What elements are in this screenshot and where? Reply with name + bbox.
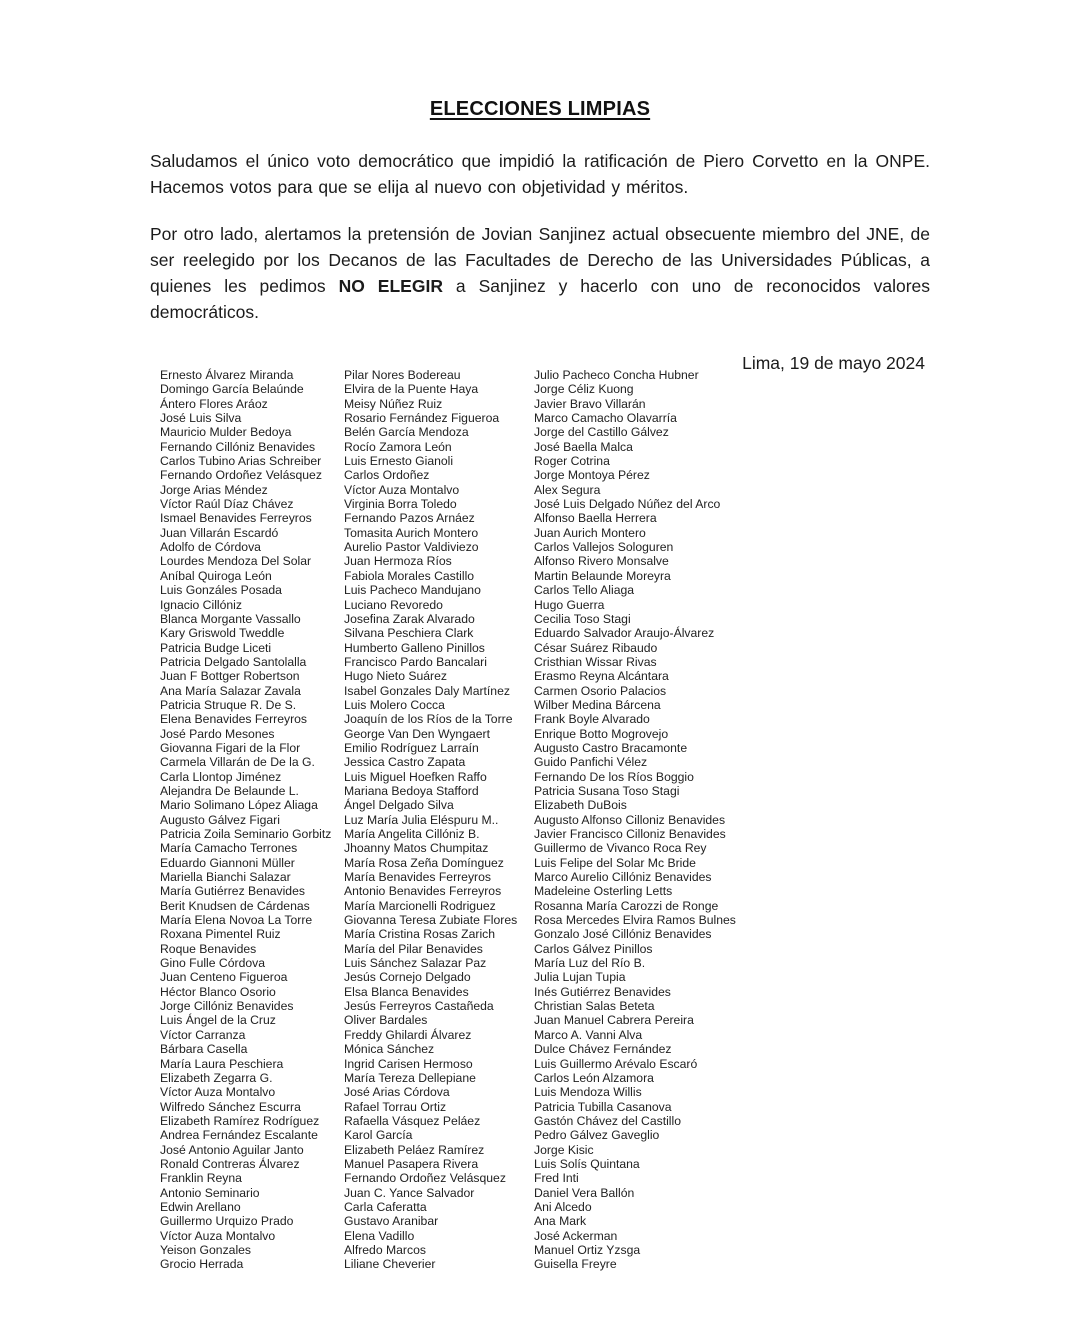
signatory-name: Augusto Castro Bracamonte [534,740,688,755]
signatories-column-3 [534,368,766,1272]
signatory-name: Grocio Herrada [160,1257,244,1272]
signatory-name: Víctor Auza Montalvo [160,1085,276,1100]
signatory-name: Gastón Chávez del Castillo [534,1113,681,1128]
signatory-name: Ignacio Cillóniz [160,597,242,612]
signatory-name: Luis Sánchez Salazar Paz [344,956,487,971]
signatory-name: María Gutiérrez Benavides [160,884,305,899]
signatory-name: Ángel Delgado Silva [344,798,454,813]
signatory-name: Carla Llontop Jiménez [160,769,282,784]
signatory-name: Domingo García Belaúnde [160,382,304,397]
signatory-name: Carla Caferatta [344,1199,427,1214]
signatory-name: Luciano Revoredo [344,597,443,612]
signatory-name: Luis Felipe del Solar Mc Bride [534,855,696,870]
signatory-name: Luis Miguel Hoefken Raffo [344,769,487,784]
signatory-name: Tomasita Aurich Montero [344,525,479,540]
signatory-name: Elizabeth Peláez Ramírez [344,1142,485,1157]
signatory-name: María Angelita Cillóniz B. [344,827,480,841]
signatory-name: Guisella Freyre [534,1257,617,1272]
signatory-name: Víctor Raúl Díaz Chávez [160,497,294,512]
signatory-name: María Marcionelli Rodriguez [344,898,496,913]
signatory-name: Alfredo Marcos [344,1242,426,1257]
signatory-name: Frank Boyle Alvarado [534,712,650,727]
signatory-name: Julio Pacheco Concha Hubner [534,368,699,382]
signatory-name: Elizabeth DuBois [534,798,627,813]
paragraph-greeting-text: Saludamos el único voto democrático que impidió la ratificación de Piero Corvetto en la ONPE. Hacemos votos para que se elija al nuevo con objetividad y méritos. [150,151,930,197]
signatory-name: Patricia Struque R. De S. [160,697,297,712]
signatory-name: María Benavides Ferreyros [344,870,491,885]
signatory-name: Ana María Salazar Zavala [160,683,301,698]
signatory-name: Ani Alcedo [534,1199,592,1214]
signatory-name: Guido Panfichi Vélez [534,755,648,770]
signatory-name: Elena Benavides Ferreyros [160,712,307,727]
signatory-name: Cristhian Wissar Rivas [534,654,657,669]
signatory-name: Dulce Chávez Fernández [534,1042,672,1057]
signatory-name: Manuel Pasapera Rivera [344,1156,479,1171]
signatory-name: Carlos León Alzamora [534,1070,654,1085]
signatory-name: Gonzalo José Cillóniz Benavides [534,927,712,942]
signatory-name: Fernando De los Ríos Boggio [534,769,694,784]
signatory-name: César Suárez Ribaudo [534,640,658,655]
signatory-name: Belén García Mendoza [344,425,469,440]
paragraph-alert-after: a Sanjinez y hacerlo con uno de reconocidos valores democráticos. [150,276,931,322]
signatory-name: Antonio Benavides Ferreyros [344,884,502,899]
signatory-name: Augusto Alfonso Cilloniz Benavides [534,812,726,827]
signatory-name: Juan F Bottger Robertson [160,669,300,684]
signatory-name: Kary Griswold Tweddle [160,626,285,641]
paragraph-greeting [150,148,930,200]
signatory-name: Berit Knudsen de Cárdenas [160,898,310,913]
signatory-name: Jorge Kisic [534,1142,594,1157]
signatory-name: Eduardo Giannoni Müller [160,855,295,870]
signatory-name: Ismael Benavides Ferreyros [160,511,312,526]
signatory-name: Jorge Montoya Pérez [534,468,650,483]
signatory-name: Wilfredo Sánchez Escurra [160,1099,301,1114]
date-line: Lima, 19 de mayo 2024 [742,353,925,373]
signatory-name: José Antonio Aguilar Janto [160,1142,304,1157]
signatory-name: Giovanna Figari de la Flor [160,740,301,755]
signatory-name: Julia Lujan Tupia [534,970,626,985]
signatory-name: Fernando Cillóniz Benavides [160,439,316,454]
signatory-name: María Luz del Río B. [534,956,646,971]
signatory-name: Juan Manuel Cabrera Pereira [534,1013,694,1028]
signatory-name: Hugo Guerra [534,597,605,612]
signatory-name: Manuel Ortiz Yzsga [534,1242,641,1257]
signatory-name: Roger Cotrina [534,454,610,469]
signatory-name: Emilio Rodríguez Larraín [344,740,479,755]
signatory-name: Jorge del Castillo Gálvez [534,425,669,440]
signatory-name: Luz María Julia Eléspuru M.. [344,812,499,827]
signatory-name: Guillermo Urquizo Prado [160,1214,294,1229]
signatory-name: Pedro Gálvez Gaveglio [534,1128,660,1143]
signatory-name: Enrique Botto Mogrovejo [534,726,669,741]
signatory-name: José Luis Silva [160,411,242,426]
signatory-name: Giovanna Teresa Zubiate Flores [344,913,518,928]
signatory-name: Yeison Gonzales [160,1242,252,1257]
signatory-name: María Cristina Rosas Zarich [344,927,496,942]
signatories-column-1 [160,368,342,1272]
signatory-name: Juan C. Yance Salvador [344,1185,475,1200]
signatory-name: Cecilia Toso Stagi [534,611,631,626]
signatory-name: Isabel Gonzales Daly Martínez [344,683,510,698]
paragraph-alert-before: Por otro lado, alertamos la pretensión de Jovian Sanjinez actual obsecuente miembro del JNE, de ser reelegido por los Decanos de las Facultades de Derecho de las Universidades Públicas, a quienes les pedimos [150,224,930,296]
signatory-name: Martin Belaunde Moreyra [534,568,671,583]
signatory-name: Luis Guillermo Arévalo Escaró [534,1056,698,1071]
signatory-name: Carmela Villarán de De la G. [160,755,315,770]
signatory-name: María Elena Novoa La Torre [160,913,313,928]
signatory-name: María Tereza Dellepiane [344,1070,476,1085]
signatory-name: Elizabeth Ramírez Rodríguez [160,1113,320,1128]
signatory-name: Ernesto Álvarez Miranda [160,368,294,382]
signatory-name: Luis Solís Quintana [534,1156,640,1171]
signatory-name: Luis Ernesto Gianoli [344,454,454,469]
signatory-name: Edwin Arellano [160,1199,241,1214]
signatory-name: Augusto Gálvez Figari [160,812,280,827]
signatory-name: Mario Solimano López Aliaga [160,798,318,813]
signatory-name: Patricia Tubilla Casanova [534,1099,672,1114]
signatory-name: Elena Vadillo [344,1228,415,1243]
signatory-name: Carlos Ordoñez [344,468,430,483]
signatory-name: Javier Bravo Villarán [534,396,646,411]
signatory-name: Josefina Zarak Alvarado [344,611,475,626]
signatory-name: José Luis Delgado Núñez del Arco [534,497,721,512]
signatory-name: Héctor Blanco Osorio [160,984,276,999]
signatory-name: Karol García [344,1128,413,1143]
signatory-name: Ántero Flores Aráoz [160,396,268,411]
signatory-name: Luis Mendoza Willis [534,1085,642,1100]
signatory-name: Alfonso Rivero Monsalve [534,554,669,569]
signatory-name: Jessica Castro Zapata [344,755,466,770]
signatory-name: Guillermo de Vivanco Roca Rey [534,841,707,856]
signatory-name: Rafaella Vásquez Peláez [344,1113,481,1128]
signatory-name: Antonio Seminario [160,1185,260,1200]
signatory-name: Marco A. Vanni Alva [534,1027,643,1042]
signatory-name: Carmen Osorio Palacios [534,683,667,698]
signatory-name: Aurelio Pastor Valdiviezo [344,540,479,555]
signatory-name: Hugo Nieto Suárez [344,669,447,684]
signatory-name: Inés Gutiérrez Benavides [534,984,671,999]
signatory-name: Jorge Cillóniz Benavides [160,999,294,1014]
signatory-name: Meisy Núñez Ruiz [344,396,443,411]
signatory-name: José Baella Malca [534,439,633,454]
signatory-name: Rosario Fernández Figueroa [344,411,500,426]
signatory-name: Juan Centeno Figueroa [160,970,288,985]
signatory-name: María Camacho Terrones [160,841,298,856]
signatory-name: María Rosa Zeña Domínguez [344,855,504,870]
signatory-name: Rafael Torrau Ortiz [344,1099,447,1114]
signatory-name: Elizabeth Zegarra G. [160,1070,273,1085]
signatory-name: María Laura Peschiera [160,1056,284,1071]
signatory-name: Alejandra De Belaunde L. [160,783,299,798]
signatory-name: Andrea Fernández Escalante [160,1128,318,1143]
signatory-name: Elvira de la Puente Haya [344,382,479,397]
signatory-name: Joaquín de los Ríos de la Torre [344,712,513,727]
signatory-name: Víctor Auza Montalvo [160,1228,276,1243]
signatory-name: Jorge Céliz Kuong [534,382,634,397]
signatory-name: Carlos Tello Aliaga [534,583,635,598]
signatory-name: Roxana Pimentel Ruiz [160,927,281,942]
signatory-name: Roque Benavides [160,941,257,956]
signatory-name: Mariella Bianchi Salazar [160,870,291,885]
signatory-name: Silvana Peschiera Clark [344,626,474,641]
signatory-name: Patricia Zoila Seminario Gorbitz [160,827,332,841]
signatory-name: Luis Ángel de la Cruz [160,1013,276,1028]
signatory-name: Luis Molero Cocca [344,697,445,712]
signatory-name: Rosa Mercedes Elvira Ramos Bulnes [534,913,736,928]
signatory-name: George Van Den Wyngaert [344,726,490,741]
signatory-name: Liliane Cheverier [344,1257,436,1272]
signatory-name: Ronald Contreras Álvarez [160,1156,300,1171]
signatory-name: Pilar Nores Bodereau [344,368,461,382]
signatory-name: Alfonso Baella Herrera [534,511,657,526]
signatory-name: Luis Gonzáles Posada [160,583,282,598]
signatory-name: Juan Aurich Montero [534,525,646,540]
signatory-name: José Arias Córdova [344,1085,450,1100]
signatory-name: Fred Inti [534,1171,579,1186]
signatory-name: Mónica Sánchez [344,1042,435,1057]
signatory-name: Erasmo Reyna Alcántara [534,669,669,684]
signatory-name: Blanca Morgante Vassallo [160,611,301,626]
signatory-name: Lourdes Mendoza Del Solar [160,554,312,569]
signatory-name: Madeleine Osterling Letts [534,884,673,899]
signatory-name: Víctor Carranza [160,1027,246,1042]
signatory-name: Ingrid Carisen Hermoso [344,1056,473,1071]
signatory-name: Rocío Zamora León [344,439,452,454]
signatory-name: Daniel Vera Ballón [534,1185,635,1200]
signatory-name: Gustavo Aranibar [344,1214,439,1229]
signatory-name: Patricia Susana Toso Stagi [534,783,680,798]
signatory-name: Ana Mark [534,1214,587,1229]
signatory-name: Eduardo Salvador Araujo-Álvarez [534,626,715,641]
signatory-name: Marco Aurelio Cillóniz Benavides [534,870,712,885]
signatory-name: Humberto Galleno Pinillos [344,640,485,655]
document-title: ELECCIONES LIMPIAS [429,98,651,120]
signatory-name: Marco Camacho Olavarría [534,411,677,426]
signatory-name: Aníbal Quiroga León [160,568,272,583]
signatory-name: Franklin Reyna [160,1171,242,1186]
signatory-name: Oliver Bardales [344,1013,428,1028]
signatory-name: Luis Pacheco Mandujano [344,583,481,598]
signatory-name: José Ackerman [534,1228,618,1243]
signatory-name: Rosanna María Carozzi de Ronge [534,898,719,913]
signatory-name: Adolfo de Córdova [160,540,261,555]
signatory-name: Patricia Delgado Santolalla [160,654,307,669]
signatories-column-2 [344,368,532,1272]
signatory-name: Fernando Pazos Arnáez [344,511,475,526]
signatory-name: Carlos Tubino Arias Schreiber [160,454,322,469]
signatory-name: Patricia Budge Liceti [160,640,272,655]
signatory-name: Francisco Pardo Bancalari [344,654,487,669]
signatory-name: José Pardo Mesones [160,726,275,741]
signatory-name: Elsa Blanca Benavides [344,984,469,999]
signatory-name: Virginia Borra Toledo [344,497,457,512]
signatory-name: Wilber Medina Bárcena [534,697,661,712]
signatory-name: Gino Fulle Córdova [160,956,265,971]
signatory-name: Carlos Vallejos Sologuren [534,540,674,555]
signatory-name: Christian Salas Beteta [534,999,655,1014]
no-elegir-emphasis: NO ELEGIR [338,276,443,296]
signatory-name: Freddy Ghilardi Álvarez [344,1027,472,1042]
signatory-name: Javier Francisco Cilloniz Benavides [534,827,726,841]
signatory-name: Fernando Ordoñez Velásquez [344,1171,506,1186]
signatory-name: María del Pilar Benavides [344,941,483,956]
signatory-name: Jorge Arias Méndez [160,482,268,497]
signatory-name: Víctor Auza Montalvo [344,482,460,497]
signatory-name: Juan Villarán Escardó [160,525,279,540]
signatory-name: Juan Hermoza Ríos [344,554,452,569]
signatory-name: Bárbara Casella [160,1042,248,1057]
signatory-name: Mariana Bedoya Stafford [344,783,479,798]
paragraph-alert [150,221,930,325]
signatory-name: Alex Segura [534,482,601,497]
signatory-name: Jesús Ferreyros Castañeda [344,999,494,1014]
signatory-name: Jhoanny Matos Chumpitaz [344,841,489,856]
signatory-name: Mauricio Mulder Bedoya [160,425,292,440]
signatory-name: Fabiola Morales Castillo [344,568,475,583]
signatory-name: Fernando Ordoñez Velásquez [160,468,322,483]
signatory-name: Jesús Cornejo Delgado [344,970,471,985]
signatory-name: Carlos Gálvez Pinillos [534,941,653,956]
